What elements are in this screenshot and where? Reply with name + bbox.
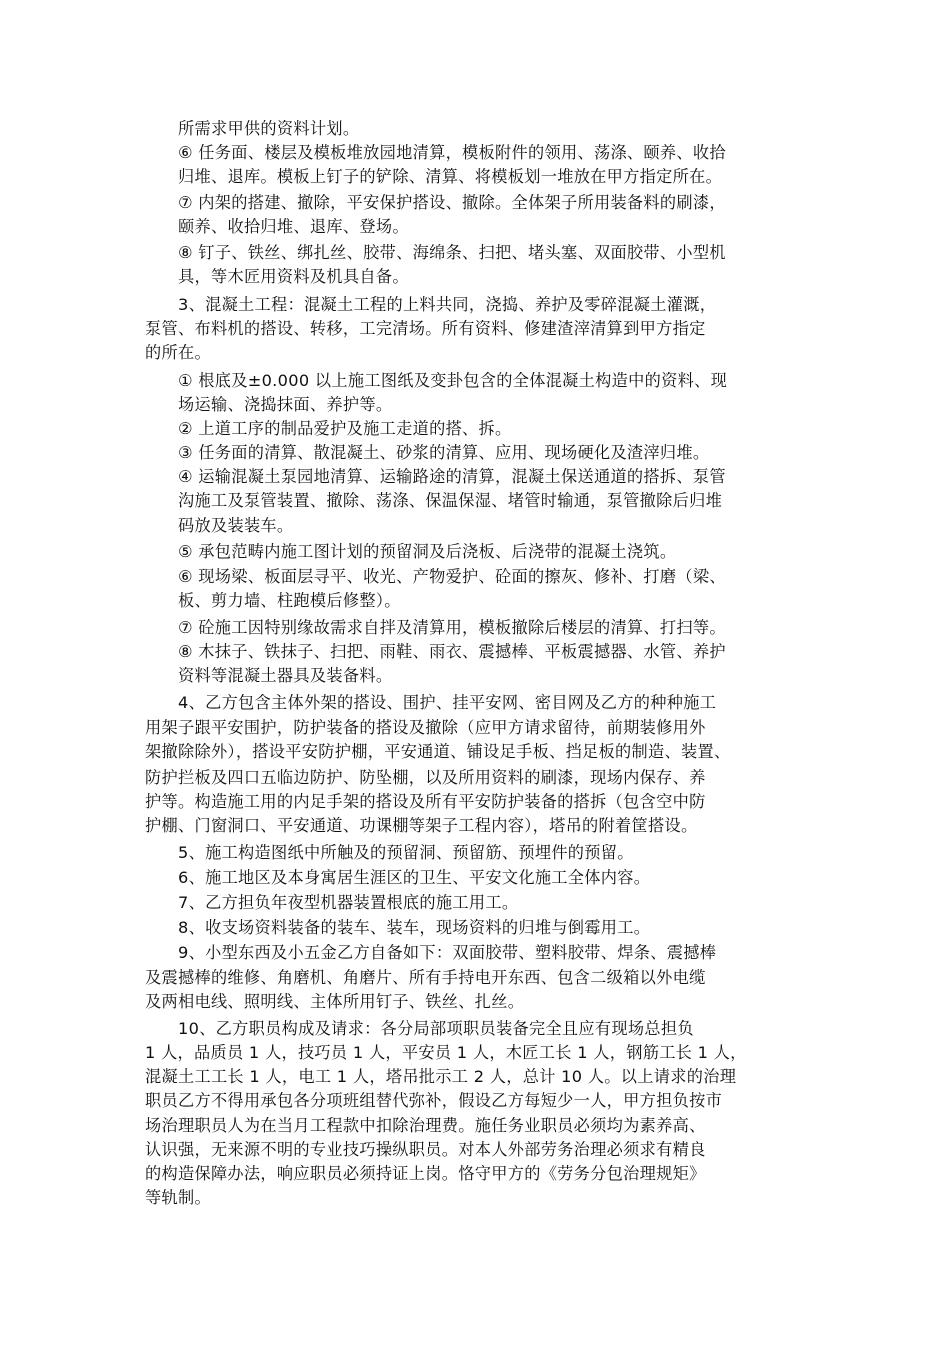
text-line: 的构造保障办法，响应职员必须持证上岗。恪守甲方的《劳务分包治理规矩》 (145, 1164, 706, 1183)
text-line: ④ 运输混凝土泵园地清算、运输路途的清算，混凝土保送通道的搭拆、泵管 (178, 467, 726, 486)
text-line: 所需求甲供的资料计划。 (178, 119, 360, 138)
text-line: 码放及装装车。 (178, 516, 294, 535)
text-line: ⑤ 承包范畴内施工图计划的预留洞及后浇板、后浇带的混凝土浇筑。 (178, 542, 677, 561)
text-line: 6、施工地区及本身寓居生涯区的卫生、平安文化施工全体内容。 (178, 868, 651, 887)
text-line: 护等。构造施工用的内足手架的搭设及所有平安防护装备的搭拆（包含空中防 (145, 792, 706, 811)
text-line: ② 上道工序的制品爱护及施工走道的搭、拆。 (178, 419, 512, 438)
text-line: ⑥ 任务面、楼层及模板堆放园地清算，模板附件的领用、荡涤、颐养、收拾 (178, 143, 726, 162)
text-line: 沟施工及泵管装置、撤除、荡涤、保温保湿、堵管时输通，泵管撤除后归堆 (178, 491, 723, 510)
text-line: ⑧ 钉子、铁丝、绑扎丝、胶带、海绵条、扫把、堵头塞、双面胶带、小型机 (178, 243, 726, 262)
text-line: ⑥ 现场梁、板面层寻平、收光、产物爱护、砼面的擦灰、修补、打磨（梁、 (178, 567, 726, 586)
text-line: 的所在。 (145, 343, 211, 362)
text-line: 9、小型东西及小五金乙方自备如下：双面胶带、塑料胶带、焊条、震撼棒 (178, 943, 717, 962)
text-line: 用架子跟平安围护，防护装备的搭设及撤除（应甲方请求留待，前期装修用外 (145, 718, 706, 737)
text-line: 混凝土工工长 1 人，电工 1 人，塔吊批示工 2 人，总计 10 人。以上请求的治理 (145, 1067, 737, 1086)
text-line: 护棚、门窗洞口、平安通道、功课棚等架子工程内容），塔吊的附着筐搭设。 (145, 816, 698, 835)
text-line: 泵管、布料机的搭设、转移，工完清场。所有资料、修建渣滓清算到甲方指定 (145, 319, 706, 338)
text-line: 及震撼棒的维修、角磨机、角磨片、所有手持电开东西、包含二级箱以外电缆 (145, 968, 706, 987)
text-line: 1 人，品质员 1 人，技巧员 1 人，平安员 1 人，木匠工长 1 人，钢筋工长 1 人， (145, 1043, 747, 1062)
text-line: 防护拦板及四口五临边防护、防坠棚，以及所用资料的刷漆，现场内保存、养 (145, 768, 706, 787)
text-line: 板、剪力墙、柱跑模后修整）。 (178, 591, 401, 610)
text-line: 颐养、收拾归堆、退库、登场。 (178, 217, 409, 236)
text-line: ① 根底及±0.000 以上施工图纸及变卦包含的全体混凝土构造中的资料、现 (178, 371, 728, 390)
text-line: ⑦ 砼施工因特别缘故需求自拌及清算用，模板撤除后楼层的清算、打扫等。 (178, 618, 726, 637)
text-line: 7、乙方担负年夜型机器装置根底的施工用工。 (178, 893, 519, 912)
text-line: 具，等木匠用资料及机具自备。 (178, 267, 409, 286)
text-line: 架撤除除外），搭设平安防护棚，平安通道、铺设足手板、挡足板的制造、装置、 (145, 742, 731, 761)
text-line: 认识强，无来源不明的专业技巧操纵职员。对本人外部劳务治理必须求有精良 (145, 1140, 706, 1159)
text-line: ③ 任务面的清算、散混凝土、砂浆的清算、应用、现场硬化及渣滓归堆。 (178, 443, 710, 462)
text-line: 4、乙方包含主体外架的搭设、围护、挂平安网、密目网及乙方的种种施工 (178, 693, 717, 712)
text-line: ⑧ 木抹子、铁抹子、扫把、雨鞋、雨衣、震撼棒、平板震撼器、水管、养护 (178, 642, 726, 661)
text-line: 资料等混凝土器具及装备料。 (178, 666, 393, 685)
text-line: 8、收支场资料装备的装车、装车，现场资料的归堆与倒霉用工。 (178, 918, 651, 937)
text-line: ⑦ 内架的搭建、撤除，平安保护搭设、撤除。全体架子所用装备料的刷漆， (178, 193, 726, 212)
text-line: 及两相电线、照明线、主体所用钉子、铁丝、扎丝。 (145, 992, 525, 1011)
text-line: 3、混凝土工程：混凝土工程的上料共同，浇捣、养护及零碎混凝土灌溉， (178, 295, 717, 314)
text-line: 归堆、退库。模板上钉子的铲除、清算、将模板划一堆放在甲方指定所在。 (178, 167, 723, 186)
text-line: 等轨制。 (145, 1188, 211, 1207)
text-line: 职员乙方不得用承包各分项班组替代弥补，假设乙方每短少一人，甲方担负按市 (145, 1091, 723, 1110)
text-line: 场治理职员人为在当月工程款中扣除治理费。施任务业职员必须均为素养高、 (145, 1116, 706, 1135)
text-line: 5、施工构造图纸中所触及的预留洞、预留筋、预埋件的预留。 (178, 843, 634, 862)
text-line: 场运输、浇捣抹面、养护等。 (178, 395, 393, 414)
text-line: 10、乙方职员构成及请求：各分局部项职员装备完全且应有现场总担负 (178, 1019, 694, 1038)
